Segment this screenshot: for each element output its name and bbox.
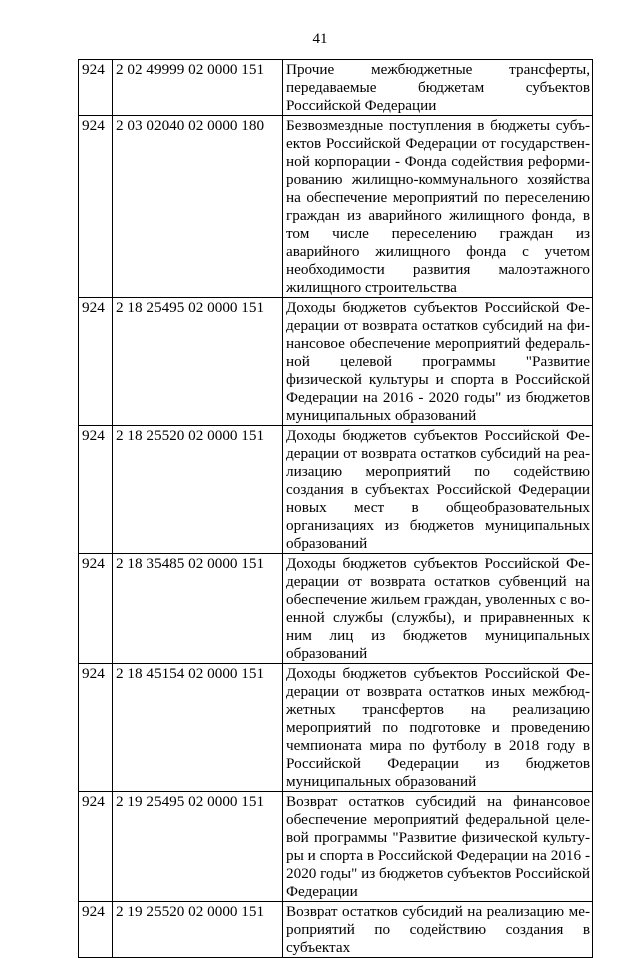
budget-revenue-table [78, 59, 593, 958]
revenue-name-cell: Безвозмездные поступления в бюджеты субъектов Российской Федерации от государственной корпорации - Фонда содействия реформированию жилищно-коммунального хозяйства на обеспечение мероприятий по переселению граждан из аварийного жилищного фонда, в том числе переселению граждан из аварийного жилищного фонда с учетом необходимости развития малоэтажного жилищного строительства [283, 116, 593, 298]
admin-code-cell: 924 [79, 554, 113, 664]
table-row [79, 664, 593, 792]
revenue-name-cell: Прочие межбюджетные трансферты, передаваемые бюджетам субъектов Российской Федерации [283, 60, 593, 116]
budget-classification-code-cell: 2 18 25520 02 0000 151 [113, 426, 283, 554]
budget-classification-code-cell: 2 18 25495 02 0000 151 [113, 298, 283, 426]
table-row [79, 116, 593, 298]
admin-code-cell: 924 [79, 60, 113, 116]
admin-code-cell: 924 [79, 116, 113, 298]
admin-code-cell: 924 [79, 426, 113, 554]
table-row [79, 60, 593, 116]
admin-code-cell: 924 [79, 664, 113, 792]
budget-classification-code-cell: 2 19 25495 02 0000 151 [113, 792, 283, 902]
budget-classification-code-cell: 2 19 25520 02 0000 151 [113, 902, 283, 958]
budget-classification-code-cell: 2 18 45154 02 0000 151 [113, 664, 283, 792]
table-row [79, 426, 593, 554]
budget-classification-code-cell: 2 18 35485 02 0000 151 [113, 554, 283, 664]
revenue-name-cell: Возврат остатков субсидий на финансовое обеспечение мероприятий федеральной целевой программы "Развитие физической культуры и спорта в Российской Федерации на 2016 - 2020 годы" из бюджетов субъектов Российской Федерации [283, 792, 593, 902]
table-row [79, 298, 593, 426]
table-row [79, 792, 593, 902]
admin-code-cell: 924 [79, 298, 113, 426]
revenue-name-cell: Возврат остатков субсидий на реализацию мероприятий по содействию создания в субъектах [283, 902, 593, 958]
admin-code-cell: 924 [79, 792, 113, 902]
budget-classification-code-cell: 2 02 49999 02 0000 151 [113, 60, 283, 116]
budget-classification-code-cell: 2 03 02040 02 0000 180 [113, 116, 283, 298]
table-row [79, 902, 593, 958]
admin-code-cell: 924 [79, 902, 113, 958]
revenue-name-cell: Доходы бюджетов субъектов Российской Федерации от возврата остатков иных межбюджетных трансфертов на реализацию мероприятий по подготовке и проведению чемпионата мира по футболу в 2018 году в Российской Федерации из бюджетов муниципальных образований [283, 664, 593, 792]
table-row [79, 554, 593, 664]
revenue-name-cell: Доходы бюджетов субъектов Российской Федерации от возврата остатков субсидий на реализацию мероприятий по содействию создания в субъектах Российской Федерации новых мест в общеобразовательных организациях из бюджетов муниципальных образований [283, 426, 593, 554]
page-number: 41 [312, 31, 328, 47]
revenue-name-cell: Доходы бюджетов субъектов Российской Федерации от возврата остатков субсидий на финансовое обеспечение мероприятий федеральной целевой программы "Развитие физической культуры и спорта в Российской Федерации на 2016 - 2020 годы" из бюджетов муниципальных образований [283, 298, 593, 426]
revenue-name-cell: Доходы бюджетов субъектов Российской Федерации от возврата остатков субвенций на обеспечение жильем граждан, уволенных с военной службы (службы), и приравненных к ним лиц из бюджетов муниципальных образований [283, 554, 593, 664]
